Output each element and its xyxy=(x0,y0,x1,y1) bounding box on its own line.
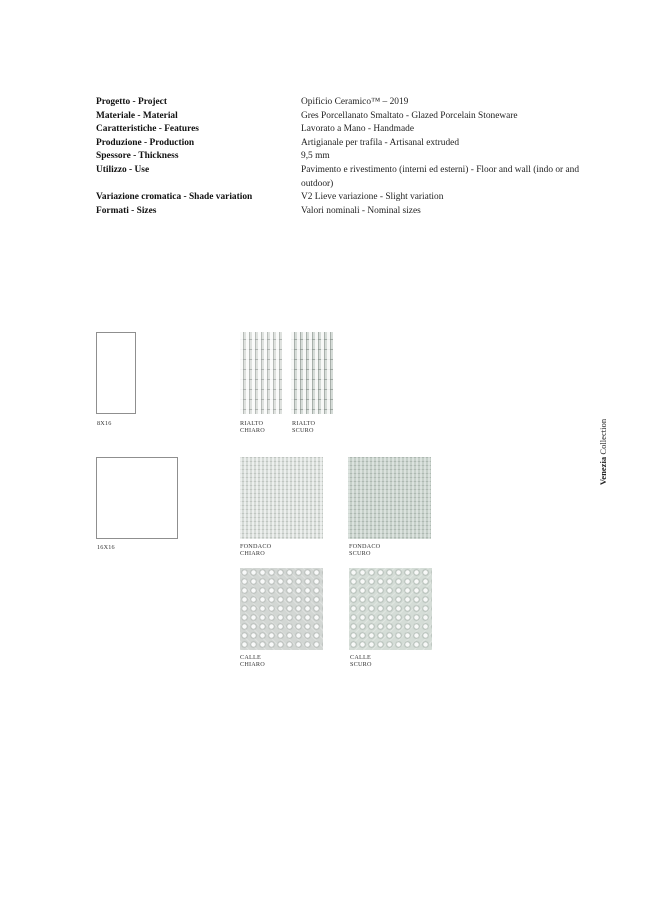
spec-row-use xyxy=(96,164,586,191)
tile-shade: SCURO xyxy=(350,661,372,669)
spec-value: V2 Lieve variazione - Slight variation xyxy=(301,192,444,203)
spec-value: Gres Porcellanato Smaltato - Glazed Porcelain Stoneware xyxy=(301,110,518,121)
spec-row-production xyxy=(96,137,586,151)
spec-label: Formati - Sizes xyxy=(96,205,157,216)
spec-label: Variazione cromatica - Shade variation xyxy=(96,192,253,203)
tile-shade: CHIARO xyxy=(240,661,265,669)
tile-name: FONDACO xyxy=(349,543,381,550)
tile-fondaco-scuro-caption xyxy=(349,543,380,557)
tile-calle-chiaro xyxy=(240,568,323,650)
tile-calle-chiaro-caption xyxy=(240,654,265,668)
tile-calle-scuro-caption xyxy=(350,654,372,668)
spec-value: Artigianale per trafila - Artisanal extruded xyxy=(301,137,460,148)
format-16x16-label: 16X16 xyxy=(97,544,115,551)
format-8x16-outline xyxy=(96,332,136,414)
spec-value: 9,5 mm xyxy=(301,151,330,162)
spec-value: Valori nominali - Nominal sizes xyxy=(301,205,421,216)
format-8x16-label: 8X16 xyxy=(97,420,112,427)
tile-rialto-scuro-caption xyxy=(292,420,315,434)
tile-name: RIALTO xyxy=(240,420,264,427)
spec-row-thickness xyxy=(96,150,586,164)
spec-table xyxy=(96,96,586,218)
spec-label: Spessore - Thickness xyxy=(96,151,179,162)
tile-name: CALLE xyxy=(350,654,371,661)
tile-calle-scuro xyxy=(349,568,432,650)
tile-fondaco-chiaro xyxy=(240,457,323,539)
tile-rialto-chiaro-caption xyxy=(240,420,265,434)
collection-suffix: Collection xyxy=(598,418,608,455)
tile-shade: CHIARO xyxy=(240,427,265,435)
tile-fondaco-chiaro-caption xyxy=(240,543,271,557)
spec-label: Produzione - Production xyxy=(96,137,195,148)
tile-name: RIALTO xyxy=(292,420,316,427)
tile-rialto-scuro xyxy=(291,332,333,414)
spec-label: Progetto - Project xyxy=(96,97,167,107)
spec-value: Opificio Ceramico™ – 2019 xyxy=(301,97,409,107)
format-16x16-caption xyxy=(97,544,115,551)
spec-row-sizes xyxy=(96,205,586,219)
tile-name: CALLE xyxy=(240,654,261,661)
spec-row-project xyxy=(96,96,586,110)
spec-label: Materiale - Material xyxy=(96,110,178,121)
spec-value: Pavimento e rivestimento (interni ed esterni) - Floor and wall (indo or and outdoor) xyxy=(301,164,580,189)
spec-label: Utilizzo - Use xyxy=(96,164,150,175)
tile-name: FONDACO xyxy=(240,543,272,550)
spec-label: Caratteristiche - Features xyxy=(96,124,199,135)
spec-row-material xyxy=(96,110,586,124)
spec-value: Lavorato a Mano - Handmade xyxy=(301,124,414,135)
spec-row-features xyxy=(96,123,586,137)
tile-shade: SCURO xyxy=(349,550,371,558)
format-8x16-caption xyxy=(97,420,112,427)
format-16x16-outline xyxy=(96,457,178,539)
collection-brand: Venezia xyxy=(598,456,608,486)
tile-shade: CHIARO xyxy=(240,550,265,558)
tile-fondaco-scuro xyxy=(348,457,431,539)
spec-row-shade-variation xyxy=(96,191,586,205)
collection-side-label xyxy=(598,419,608,485)
tile-rialto-chiaro xyxy=(240,332,282,414)
tile-shade: SCURO xyxy=(292,427,314,435)
